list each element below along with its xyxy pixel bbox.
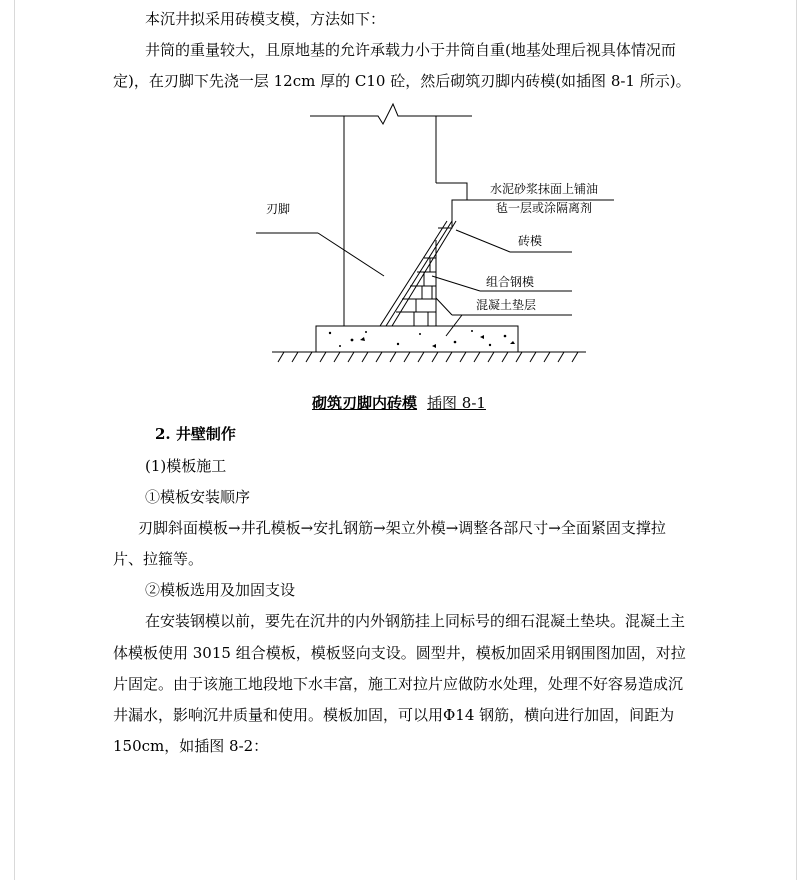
paragraph-foundation-line-1: 井筒的重量较大，且原地基的允许承载力小于井筒自重(地基处理后视具体情况而 [145,41,676,59]
label-cement-mortar-line-1: 水泥砂浆抹面上铺油 [490,182,599,196]
subheading-formwork-selection: ②模板选用及加固支设 [145,581,296,599]
paragraph-intro: 本沉井拟采用砖模支模，方法如下： [145,10,386,28]
subheading-formwork-construction: (1)模板施工 [145,457,227,475]
figure-caption-title: 砌筑刃脚内砖模 [312,394,418,412]
section-heading-wall-production: 2. 井壁制作 [155,425,236,443]
paragraph-formwork-line-5: 150cm，如插图 8-2： [113,737,269,755]
paragraph-formwork-line-2: 体模板使用 3015 组合模板，模板竖向支设。圆型井，模板加固采用钢围图加固，对拉 [113,644,686,662]
paragraph-foundation-line-2: 定)，在刃脚下先浇一层 12cm 厚的 C10 砼，然后砌筑刃脚内砖模(如插图 8-1 所示)。 [113,72,691,90]
label-cement-mortar-line-2: 毡一层或涂隔离剂 [496,201,593,215]
label-brick-formwork: 砖模 [518,234,543,248]
cutting-edge-brick-formwork-diagram [0,0,798,400]
label-steel-formwork: 组合钢模 [486,275,535,289]
label-concrete-bed: 混凝土垫层 [476,298,537,312]
figure-caption [0,393,798,413]
paragraph-installation-sequence-line-1: 刃脚斜面模板→井孔模板→安扎钢筋→架立外模→调整各部尺寸→全面紧固支撑拉 [138,519,666,537]
paragraph-formwork-line-1: 在安装钢模以前，要先在沉井的内外钢筋挂上同标号的细石混凝土垫块。混凝土主 [145,612,686,630]
subheading-installation-order: ①模板安装顺序 [145,488,251,506]
paragraph-formwork-line-3: 片固定。由于该施工地段地下水丰富，施工对拉片应做防水处理，处理不好容易造成沉 [113,675,684,693]
figure-caption-number: 插图 8-1 [427,394,486,412]
paragraph-installation-sequence-line-2: 片、拉箍等。 [113,550,204,568]
label-renjiao: 刃脚 [266,202,291,216]
paragraph-formwork-line-4: 井漏水，影响沉井质量和使用。模板加固，可以用Φ14 钢筋，横向进行加固，间距为 [113,706,675,724]
